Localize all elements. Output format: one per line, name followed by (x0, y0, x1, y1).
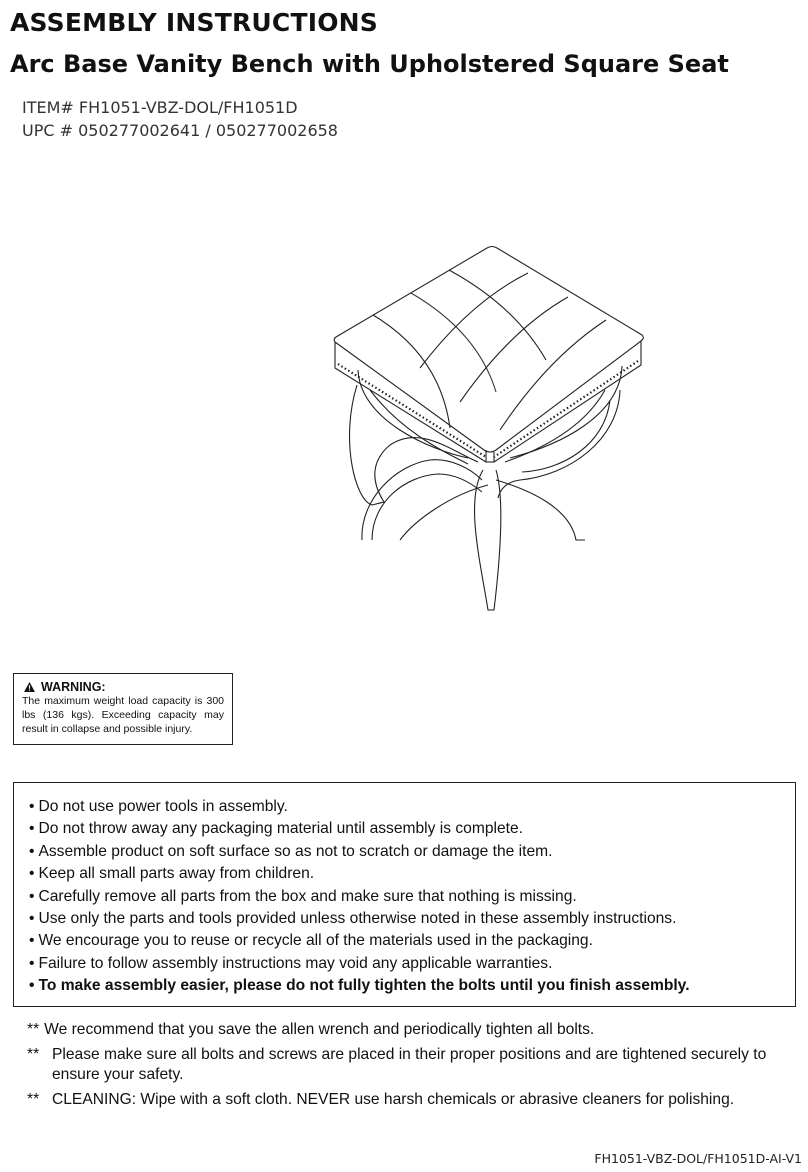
document-code: FH1051-VBZ-DOL/FH1051D-AI-V1 (594, 1151, 802, 1166)
list-item: • We encourage you to reuse or recycle all of the materials used in the packaging. (29, 932, 593, 950)
warning-text: The maximum weight load capacity is 300 lbs (136 kgs). Exceeding capacity may result in collapse and possible injury. (22, 695, 224, 735)
assembly-notes-box (13, 782, 796, 1007)
warning-triangle-icon (24, 682, 35, 692)
warning-title: WARNING: (41, 680, 106, 694)
list-item: • Do not throw away any packaging material until assembly is complete. (29, 820, 523, 838)
item-number: ITEM# FH1051-VBZ-DOL/FH1051D (22, 98, 298, 117)
document-title: ASSEMBLY INSTRUCTIONS (10, 8, 379, 37)
vanity-bench-illustration (300, 240, 680, 620)
footnote: ** CLEANING: Wipe with a soft cloth. NEVER use harsh chemicals or abrasive cleaners for polishing. (27, 1091, 735, 1108)
assembly-notes-list (29, 796, 795, 998)
warning-heading (24, 680, 224, 694)
list-item: • Use only the parts and tools provided unless otherwise noted in these assembly instructions. (29, 910, 677, 928)
product-subtitle: Arc Base Vanity Bench with Upholstered Square Seat (10, 50, 729, 78)
warning-box (13, 673, 233, 745)
upc-number: UPC # 050277002641 / 050277002658 (22, 121, 338, 140)
list-item: • Assemble product on soft surface so as not to scratch or damage the item. (29, 842, 553, 860)
footnote: ** Please make sure all bolts and screws are placed in their proper positions and are tightened securely to ensure your safety. (27, 1046, 767, 1083)
list-item: • Carefully remove all parts from the box and make sure that nothing is missing. (29, 887, 577, 905)
list-item: • Failure to follow assembly instructions may void any applicable warranties. (29, 954, 553, 972)
footnotes (27, 1020, 787, 1115)
emphasis-note: • To make assembly easier, please do not fully tighten the bolts until you finish assembly. (29, 977, 690, 995)
list-item: • Do not use power tools in assembly. (29, 798, 288, 815)
list-item: • Keep all small parts away from children. (29, 865, 315, 883)
footnote: ** We recommend that you save the allen wrench and periodically tighten all bolts. (27, 1021, 595, 1038)
